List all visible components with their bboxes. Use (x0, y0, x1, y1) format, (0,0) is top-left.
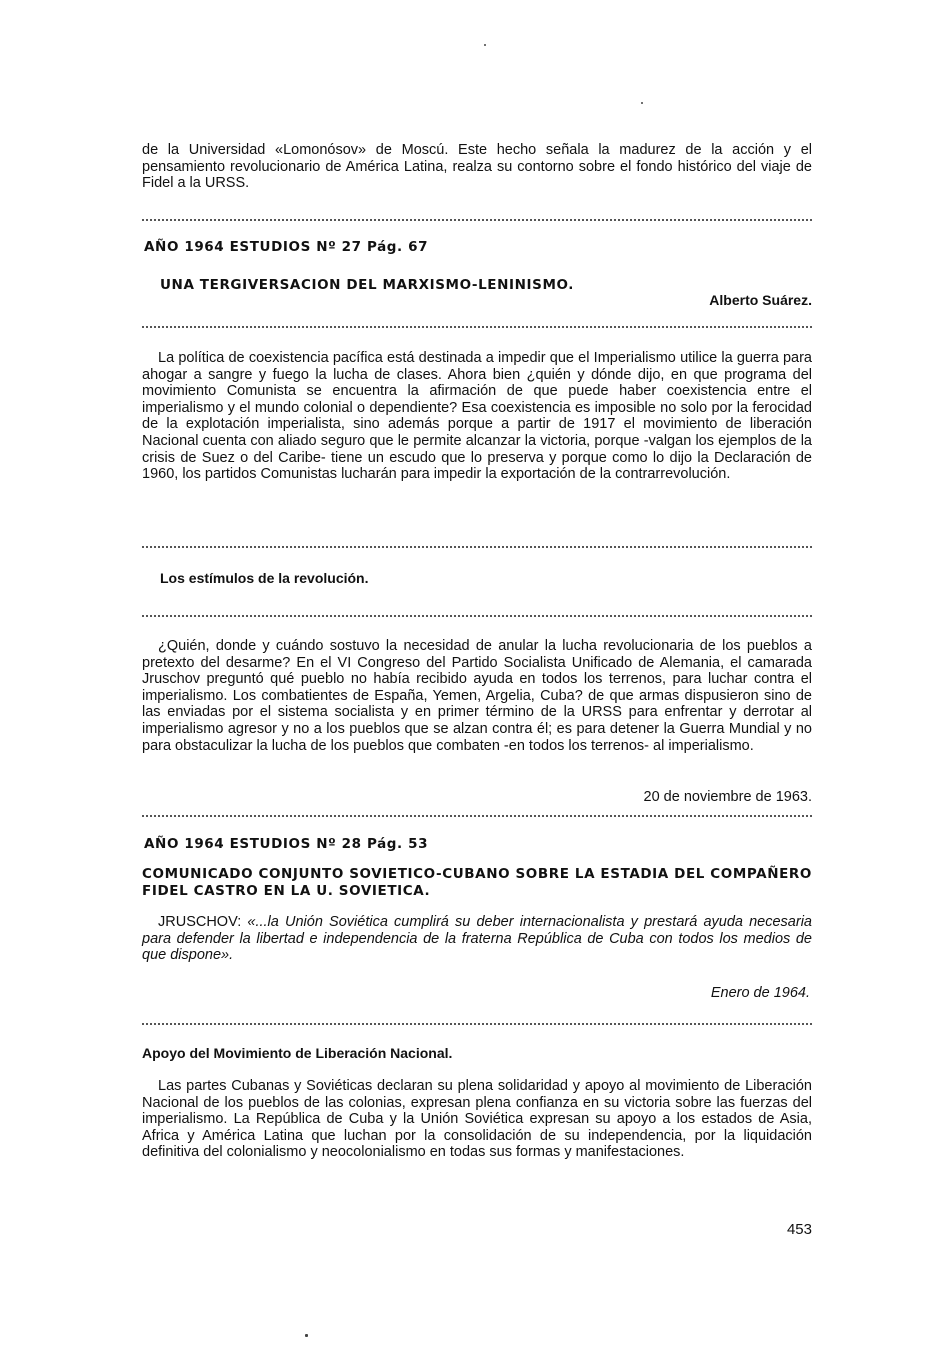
dotted-separator (142, 815, 812, 817)
section1-paragraph: La política de coexistencia pacífica está destinada a impedir que el Imperialismo utilice la guerra para ahogar a sangre y fuego la lucha de clases. Ahora bien ¿quién y dónde dijo, en que programa del movimiento Comunista se encuentra la afirmación de que puede haber coexistencia entre el imperialismo y el mundo colonial o dependiente? Esa coexistencia es imposible no solo por la ferocidad de la explotación imperialista, sino además porque a partir de 1917 el movimiento de liberación Nacional cuenta con aliado seguro que le permite alcanzar la victoria, porque -valgan los ejemplos de la crisis de Suez o del Caribe- tiene un escudo que lo preserva y porque como lo dijo la Declaración de 1960, los partidos Comunistas lucharán para impedir la exportación de la contrarrevolución. (142, 350, 812, 483)
section2-quote (142, 914, 812, 964)
section1-title: UNA TERGIVERSACION DEL MARXISMO-LENINISMO. (160, 277, 575, 293)
section1-header: AÑO 1964 ESTUDIOS Nº 27 Pág. 67 (144, 239, 429, 255)
section2-paragraph: Las partes Cubanas y Soviéticas declaran su plena solidaridad y apoyo al movimiento de Liberación Nacional de los pueblos de las colonias, expresan plena confianza en su victoria sobre las fuerzas del imperialismo. La República de Cuba y la Unión Soviética expresan su apoyo a los estados de Asia, Africa y América Latina que luchan por la consolidación de su independencia, por la liquidación definitiva del colonialismo y neocolonialismo en todas sus formas y manifestaciones. (142, 1078, 812, 1161)
dotted-separator (142, 219, 812, 221)
section2-body (142, 1078, 812, 1161)
section2-date: Enero de 1964. (710, 985, 810, 1001)
dotted-separator (142, 546, 812, 548)
section2-subtitle: Apoyo del Movimiento de Liberación Nacional. (142, 1045, 453, 1061)
dotted-separator (142, 615, 812, 617)
intro-block (142, 142, 812, 192)
dotted-separator (142, 326, 812, 328)
scan-speck (641, 102, 643, 104)
section1-date: 20 de noviembre de 1963. (643, 789, 812, 805)
section2-header: AÑO 1964 ESTUDIOS Nº 28 Pág. 53 (144, 836, 429, 852)
page-number: 453 (786, 1221, 812, 1238)
quote-text: «...la Unión Soviética cumplirá su deber internacionalista y prestará ayuda necesaria para defender la libertad e independencia de la fraterna República de Cuba con todos los medios de que dispone». (142, 914, 812, 964)
section1-subtitle: Los estímulos de la revolución. (160, 570, 369, 586)
section2-title: COMUNICADO CONJUNTO SOVIETICO-CUBANO SOBRE LA ESTADIA DEL COMPAÑERO FIDEL CASTRO EN LA U. SOVIETICA. (142, 866, 812, 899)
section1-body (142, 350, 812, 483)
intro-paragraph: de la Universidad «Lomonósov» de Moscú. Este hecho señala la madurez de la acción y el pensamiento revolucionario de América Latina, realza su contorno sobre el fondo histórico del viaje de Fidel a la URSS. (142, 142, 812, 192)
scan-speck (484, 44, 486, 46)
section2-quote-block (142, 914, 812, 964)
dotted-separator (142, 1023, 812, 1025)
scan-speck (305, 1334, 308, 1337)
section1-body2 (142, 638, 812, 754)
section1-author: Alberto Suárez. (709, 292, 812, 308)
section1-paragraph2: ¿Quién, donde y cuándo sostuvo la necesidad de anular la lucha revolucionaria de los pueblos a pretexto del desarme? En el VI Congreso del Partido Socialista Unificado de Alemania, el camarada Jruschov preguntó qué pueblo no había recibido ayuda en todos los terrenos, para luchar contra el imperialismo. Los combatientes de España, Yemen, Argelia, Cuba? de que armas dispusieron sino de las enviadas por el sistema socialista y en primer término de la URSS para enfrentar y derrotar al imperialismo agresor y no a los pueblos que se alzan contra él; es para detener la Guerra Mundial y no para obstaculizar la lucha de los pueblos que combaten -en todos los terrenos- al imperialismo. (142, 638, 812, 754)
quote-speaker: JRUSCHOV: (158, 914, 242, 930)
